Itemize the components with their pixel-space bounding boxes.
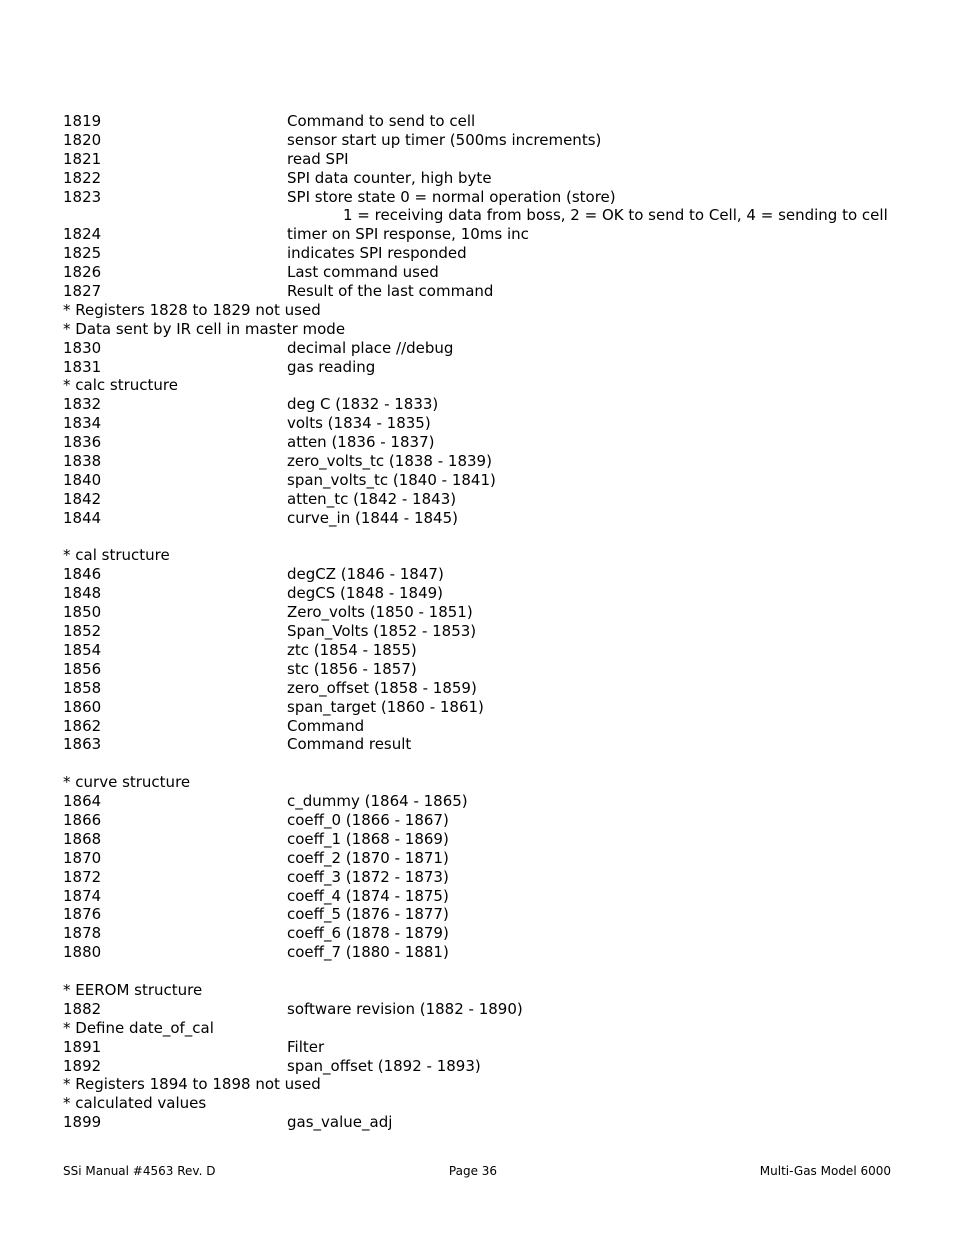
- register-description: decimal place //debug: [287, 338, 454, 357]
- register-description: gas_value_adj: [287, 1113, 393, 1132]
- register-description: degCS (1848 - 1849): [287, 584, 444, 603]
- register-row: [63, 830, 923, 849]
- register-row: [63, 1057, 923, 1076]
- register-number: 1820: [63, 130, 102, 149]
- footer-page-number: Page 36: [448, 1164, 498, 1178]
- section-note: [63, 301, 923, 320]
- register-number: 1830: [63, 338, 102, 357]
- section-note: [63, 1094, 923, 1113]
- register-number: 1832: [63, 395, 102, 414]
- register-row: [63, 622, 923, 641]
- register-number: 1854: [63, 640, 102, 659]
- register-row: [63, 282, 923, 301]
- register-row: [63, 641, 923, 660]
- register-number: 1838: [63, 452, 102, 471]
- register-number: 1840: [63, 470, 102, 489]
- register-row: [63, 660, 923, 679]
- register-number: 1824: [63, 225, 102, 244]
- footer-model-name: Multi-Gas Model 6000: [759, 1164, 891, 1178]
- register-number: 1862: [63, 716, 102, 735]
- register-description: span_target (1860 - 1861): [287, 697, 484, 716]
- register-description: atten_tc (1842 - 1843): [287, 489, 457, 508]
- register-description: volts (1834 - 1835): [287, 414, 431, 433]
- section-note-text: * cal structure: [63, 546, 170, 565]
- register-description: coeff_7 (1880 - 1881): [287, 943, 449, 962]
- register-description: Last command used: [287, 263, 439, 282]
- register-row: [63, 452, 923, 471]
- register-description: coeff_5 (1876 - 1877): [287, 905, 449, 924]
- register-number: 1834: [63, 414, 102, 433]
- register-row: [63, 905, 923, 924]
- register-row: [63, 811, 923, 830]
- register-description: software revision (1882 - 1890): [287, 999, 523, 1018]
- register-number: 1872: [63, 867, 102, 886]
- register-continuation-row: [63, 206, 923, 225]
- register-row: [63, 188, 923, 207]
- section-note: [63, 981, 923, 1000]
- register-description: degCZ (1846 - 1847): [287, 565, 444, 584]
- register-row: [63, 433, 923, 452]
- register-number: 1819: [63, 112, 102, 130]
- register-row: [63, 225, 923, 244]
- section-note: [63, 773, 923, 792]
- register-number: 1848: [63, 584, 102, 603]
- register-number: 1836: [63, 433, 102, 452]
- register-row: [63, 584, 923, 603]
- section-note-text: * Data sent by IR cell in master mode: [63, 319, 346, 338]
- section-note-text: * curve structure: [63, 773, 191, 792]
- section-note-text: * calc structure: [63, 376, 178, 395]
- blank-line: [63, 754, 923, 773]
- register-row: [63, 150, 923, 169]
- register-listing: [63, 112, 923, 1132]
- register-row: [63, 1113, 923, 1132]
- register-description: gas reading: [287, 357, 376, 376]
- register-description: Zero_volts (1850 - 1851): [287, 603, 473, 622]
- register-number: 1860: [63, 697, 102, 716]
- register-description: span_volts_tc (1840 - 1841): [287, 470, 496, 489]
- register-number: 1876: [63, 905, 102, 924]
- register-number: 1844: [63, 508, 102, 527]
- register-number: 1866: [63, 810, 102, 829]
- register-number: 1825: [63, 244, 102, 263]
- register-description-continued: 1 = receiving data from boss, 2 = OK to send to Cell, 4 = sending to cell: [343, 206, 888, 225]
- register-description: sensor start up timer (500ms increments): [287, 130, 602, 149]
- register-row: [63, 414, 923, 433]
- register-number: 1850: [63, 603, 102, 622]
- footer-manual-id: SSi Manual #4563 Rev. D: [63, 1164, 216, 1178]
- register-row: [63, 358, 923, 377]
- register-number: 1822: [63, 168, 102, 187]
- section-note: [63, 320, 923, 339]
- register-row: [63, 679, 923, 698]
- register-number: 1868: [63, 829, 102, 848]
- section-note-text: * calculated values: [63, 1094, 207, 1113]
- section-note-text: * Define date_of_cal: [63, 1018, 214, 1037]
- register-description: SPI data counter, high byte: [287, 168, 492, 187]
- register-description: read SPI: [287, 149, 349, 168]
- register-row: [63, 924, 923, 943]
- blank-line: [63, 528, 923, 547]
- register-number: 1878: [63, 924, 102, 943]
- register-row: [63, 1038, 923, 1057]
- register-row: [63, 565, 923, 584]
- register-number: 1856: [63, 659, 102, 678]
- register-number: 1899: [63, 1113, 102, 1132]
- register-description: zero_volts_tc (1838 - 1839): [287, 452, 492, 471]
- register-description: Result of the last command: [287, 282, 494, 301]
- page-footer: [63, 1163, 891, 1179]
- register-number: 1846: [63, 565, 102, 584]
- section-note: [63, 1019, 923, 1038]
- register-description: Span_Volts (1852 - 1853): [287, 622, 477, 641]
- section-note: [63, 376, 923, 395]
- register-row: [63, 112, 923, 131]
- register-number: 1891: [63, 1037, 102, 1056]
- register-row: [63, 792, 923, 811]
- register-row: [63, 395, 923, 414]
- register-description: atten (1836 - 1837): [287, 433, 435, 452]
- register-row: [63, 603, 923, 622]
- register-row: [63, 339, 923, 358]
- register-row: [63, 717, 923, 736]
- register-number: 1831: [63, 357, 102, 376]
- register-description: Command result: [287, 735, 412, 754]
- section-note: [63, 546, 923, 565]
- register-description: curve_in (1844 - 1845): [287, 508, 458, 527]
- register-description: ztc (1854 - 1855): [287, 640, 417, 659]
- register-number: 1842: [63, 489, 102, 508]
- register-row: [63, 698, 923, 717]
- register-row: [63, 1000, 923, 1019]
- register-description: SPI store state 0 = normal operation (store): [287, 187, 616, 206]
- section-note-text: * EEROM structure: [63, 980, 203, 999]
- register-description: coeff_4 (1874 - 1875): [287, 886, 449, 905]
- register-row: [63, 868, 923, 887]
- register-description: coeff_1 (1868 - 1869): [287, 829, 449, 848]
- register-description: Command to send to cell: [287, 112, 476, 130]
- register-row: [63, 263, 923, 282]
- register-row: [63, 131, 923, 150]
- register-description: coeff_6 (1878 - 1879): [287, 924, 449, 943]
- register-number: 1864: [63, 792, 102, 811]
- register-number: 1826: [63, 263, 102, 282]
- register-description: zero_offset (1858 - 1859): [287, 678, 477, 697]
- register-row: [63, 169, 923, 188]
- register-number: 1821: [63, 149, 102, 168]
- register-description: c_dummy (1864 - 1865): [287, 792, 468, 811]
- register-description: coeff_3 (1872 - 1873): [287, 867, 449, 886]
- register-row: [63, 943, 923, 962]
- register-description: deg C (1832 - 1833): [287, 395, 439, 414]
- blank-line: [63, 962, 923, 981]
- register-number: 1892: [63, 1056, 102, 1075]
- register-number: 1852: [63, 622, 102, 641]
- register-row: [63, 887, 923, 906]
- register-row: [63, 490, 923, 509]
- section-note: [63, 1075, 923, 1094]
- register-row: [63, 735, 923, 754]
- register-description: timer on SPI response, 10ms inc: [287, 225, 529, 244]
- register-row: [63, 244, 923, 263]
- register-number: 1874: [63, 886, 102, 905]
- register-description: stc (1856 - 1857): [287, 659, 417, 678]
- register-number: 1823: [63, 187, 102, 206]
- register-number: 1880: [63, 943, 102, 962]
- register-description: span_offset (1892 - 1893): [287, 1056, 481, 1075]
- register-number: 1827: [63, 282, 102, 301]
- register-row: [63, 471, 923, 490]
- register-number: 1858: [63, 678, 102, 697]
- register-description: Command: [287, 716, 365, 735]
- register-row: [63, 509, 923, 528]
- register-description: indicates SPI responded: [287, 244, 467, 263]
- register-description: Filter: [287, 1037, 325, 1056]
- register-description: coeff_2 (1870 - 1871): [287, 848, 449, 867]
- register-row: [63, 849, 923, 868]
- register-number: 1863: [63, 735, 102, 754]
- register-description: coeff_0 (1866 - 1867): [287, 810, 449, 829]
- register-number: 1882: [63, 999, 102, 1018]
- section-note-text: * Registers 1894 to 1898 not used: [63, 1075, 321, 1094]
- register-number: 1870: [63, 848, 102, 867]
- section-note-text: * Registers 1828 to 1829 not used: [63, 300, 321, 319]
